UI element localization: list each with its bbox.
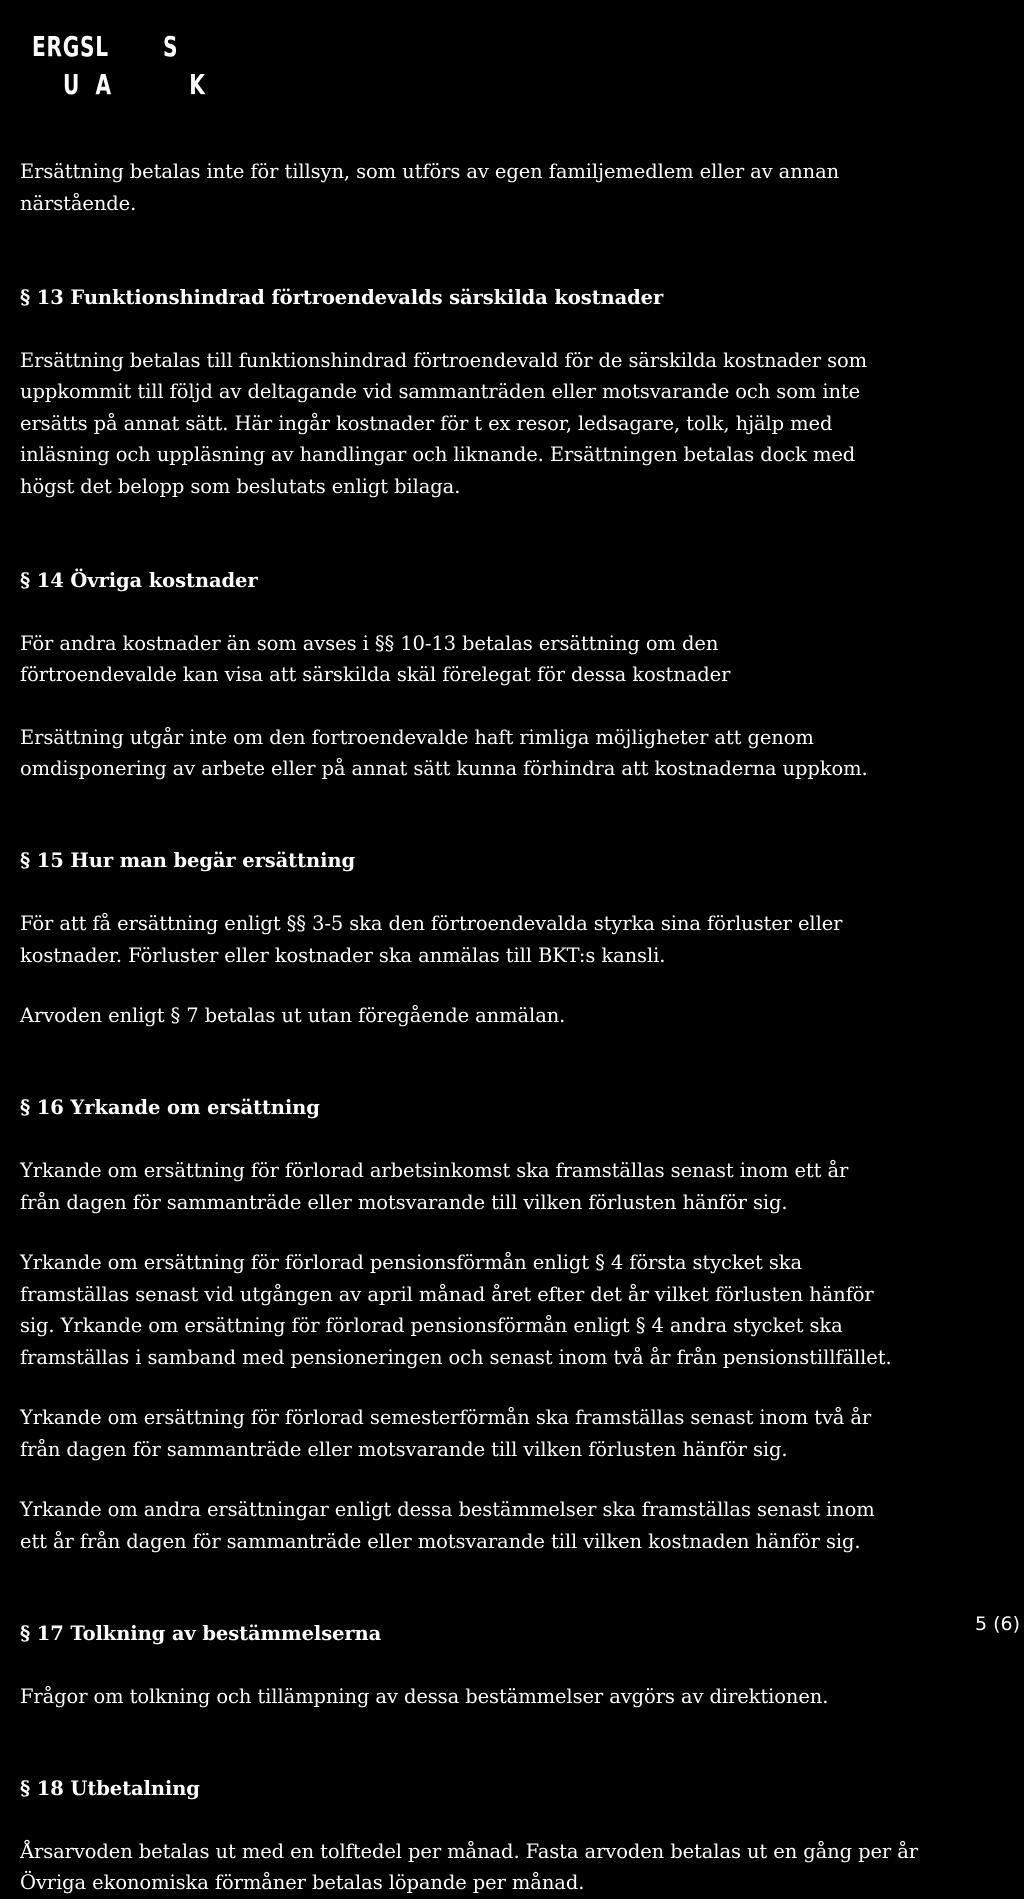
section-13-heading: § 13 Funktionshindrad förtroendevalds särskilda kostnader xyxy=(20,285,664,309)
section-14 xyxy=(20,533,1010,691)
page-number: 5 (6) xyxy=(974,1613,1020,1635)
section-16-body-3: Yrkande om ersättning för förlorad semesterförmån ska framställas senast inom två år från dagen för sammanträde eller motsvarande till vilken förlusten hänför sig. xyxy=(20,1406,872,1461)
document-body xyxy=(20,156,1010,1899)
section-14-body-2: Ersättning utgår inte om den fortroendevalde haft rimliga möjligheter att genom omdisponering av arbete eller på annat sätt kunna förhindra att kostnaderna uppkom. xyxy=(20,725,868,780)
section-16-body-4: Yrkande om andra ersättningar enligt dessa bestämmelser ska framställas senast inom ett år från dagen för sammanträde eller motsvarande till vilken kostnaden hänför sig. xyxy=(20,1498,875,1553)
section-18-heading: § 18 Utbetalning xyxy=(20,1776,200,1800)
logo-line-2: U A K xyxy=(32,68,206,101)
section-16-body: Yrkande om ersättning för förlorad arbetsinkomst ska framställas senast inom ett år från dagen för sammanträde eller motsvarande till vilken förlusten hänför sig. xyxy=(20,1159,849,1214)
paragraph-intro: Ersättning betalas inte för tillsyn, som utförs av egen familjemedlem eller av annan närstående. xyxy=(20,160,840,215)
section-16 xyxy=(20,1061,1010,1219)
section-15-body: För att få ersättning enligt §§ 3-5 ska den förtroendevalda styrka sina förluster eller kostnader. Förluster eller kostnader ska anmälas till BKT:s kansli. xyxy=(20,912,843,967)
section-13 xyxy=(20,250,1010,502)
section-17-body: Frågor om tolkning och tillämpning av dessa bestämmelser avgörs av direktionen. xyxy=(20,1684,829,1708)
section-18-body: Årsarvoden betalas ut med en tolftedel per månad. Fasta arvoden betalas ut en gång per år Övriga ekonomiska förmåner betalas löpande per månad. xyxy=(20,1839,919,1894)
logo-line-1: ERGSL S xyxy=(32,30,179,63)
organization-logo xyxy=(32,28,206,104)
section-16-body-2: Yrkande om ersättning för förlorad pensionsförmån enligt § 4 första stycket ska framställas senast vid utgången av april månad året efter det år vilket förlusten hänför sig. Yrkande om ersättning för förlorad pensionsförmån enligt § 4 andra stycket ska framställas i samband med pensioneringen och senast inom två år från pensionstillfället. xyxy=(20,1251,892,1369)
section-18 xyxy=(20,1741,1010,1899)
section-17 xyxy=(20,1586,1010,1712)
section-13-body: Ersättning betalas till funktionshindrad förtroendevald för de särskilda kostnader som uppkommit till följd av deltagande vid sammanträden eller motsvarande och som inte ersätts på annat sätt. Här ingår kostnader för t ex resor, ledsagare, tolk, hjälp med inläsning och uppläsning av handlingar och liknande. Ersättningen betalas dock med högst det belopp som beslutats enligt bilaga. xyxy=(20,348,868,498)
section-17-heading: § 17 Tolkning av bestämmelserna xyxy=(20,1621,382,1645)
section-14-body: För andra kostnader än som avses i §§ 10-13 betalas ersättning om den förtroendevalde kan visa att särskilda skäl förelegat för dessa kostnader xyxy=(20,631,731,686)
section-14-heading: § 14 Övriga kostnader xyxy=(20,568,258,592)
section-16-heading: § 16 Yrkande om ersättning xyxy=(20,1096,320,1119)
section-15-body-2: Arvoden enligt § 7 betalas ut utan föregående anmälan. xyxy=(20,1004,566,1027)
section-15 xyxy=(20,814,1010,972)
section-15-heading: § 15 Hur man begär ersättning xyxy=(20,849,355,872)
